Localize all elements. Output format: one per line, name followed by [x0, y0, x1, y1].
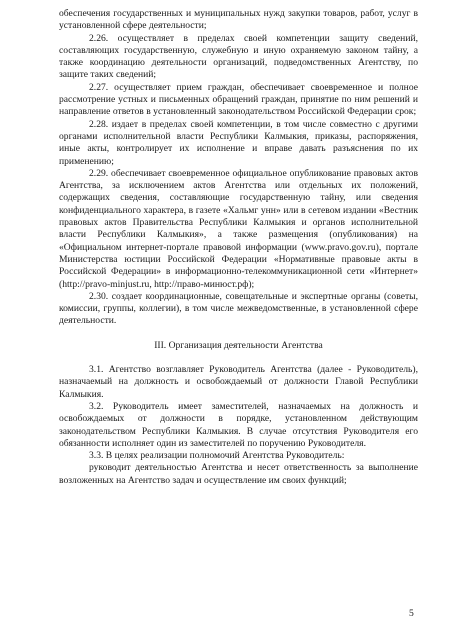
paragraph: 2.27. осуществляет прием граждан, обеспечивает своевременное и полное рассмотрение устных и письменных обращений граждан, принятие по ним решений и направление ответов в установленный законодательством Российской Федерации срок;	[59, 81, 418, 118]
section-heading: III. Организация деятельности Агентства	[154, 339, 323, 351]
paragraph: 2.29. обеспечивает своевременное официальное опубликование правовых актов Агентства, за исключением актов Агентства или отдельных их положений, содержащих сведения, составляющие государственную тайну, или сведения конфиденциального характера, в газете «Хальмг унн» или в сетевом издании «Вестник правовых актов Правительства Республики Калмыкия и органов исполнительной власти Республики Калмыкия», а также размещения (опубликования) на «Официальном интернет-портале правовой информации (www.pravo.gov.ru), портале Министерства юстиции Российской Федерации «Нормативные правовые акты в Российской Федерации» в информационно-телекоммуникационной сети «Интернет» (http://pravo-minjust.ru, http://право-минюст.рф);	[59, 167, 418, 290]
paragraph: 2.28. издает в пределах своей компетенции, в том числе совместно с другими органами исполнительной власти Республики Калмыкия, приказы, распоряжения, иные акты, контролирует их исполнение и вправе давать разъяснения по их применению;	[59, 118, 418, 167]
paragraph: 3.3. В целях реализации полномочий Агентства Руководитель:	[89, 450, 345, 462]
paragraph: обеспечения государственных и муниципальных нужд закупки товаров, работ, услуг в установленной сфере деятельности;	[59, 8, 418, 32]
paragraph: руководит деятельностью Агентства и несет ответственность за выполнение возложенных на Агентство задач и осуществление им своих функций;	[59, 462, 418, 486]
paragraph: 2.26. осуществляет в пределах своей компетенции защиту сведений, составляющих государственную, служебную и иную охраняемую законом тайну, а также координацию деятельности организаций, подведомственных Агентству, по защите таких сведений;	[59, 32, 418, 81]
page-number: 5	[409, 608, 414, 619]
paragraph: 3.1. Агентство возглавляет Руководитель Агентства (далее - Руководитель), назначаемый на должность и освобождаемый от должности Главой Республики Калмыкия.	[59, 364, 418, 400]
document-body	[59, 8, 418, 487]
paragraph: 2.30. создает координационные, совещательные и экспертные органы (советы, комиссии, группы, коллегии), в том числе межведомственные, в установленной сфере деятельности.	[59, 290, 418, 327]
paragraph: 3.2. Руководитель имеет заместителей, назначаемых на должность и освобождаемых от должности в порядке, установленном действующим законодательством Республики Калмыкия. В случае отсутствия Руководителя его обязанности исполняет один из заместителей по поручению Руководителя.	[59, 400, 418, 449]
